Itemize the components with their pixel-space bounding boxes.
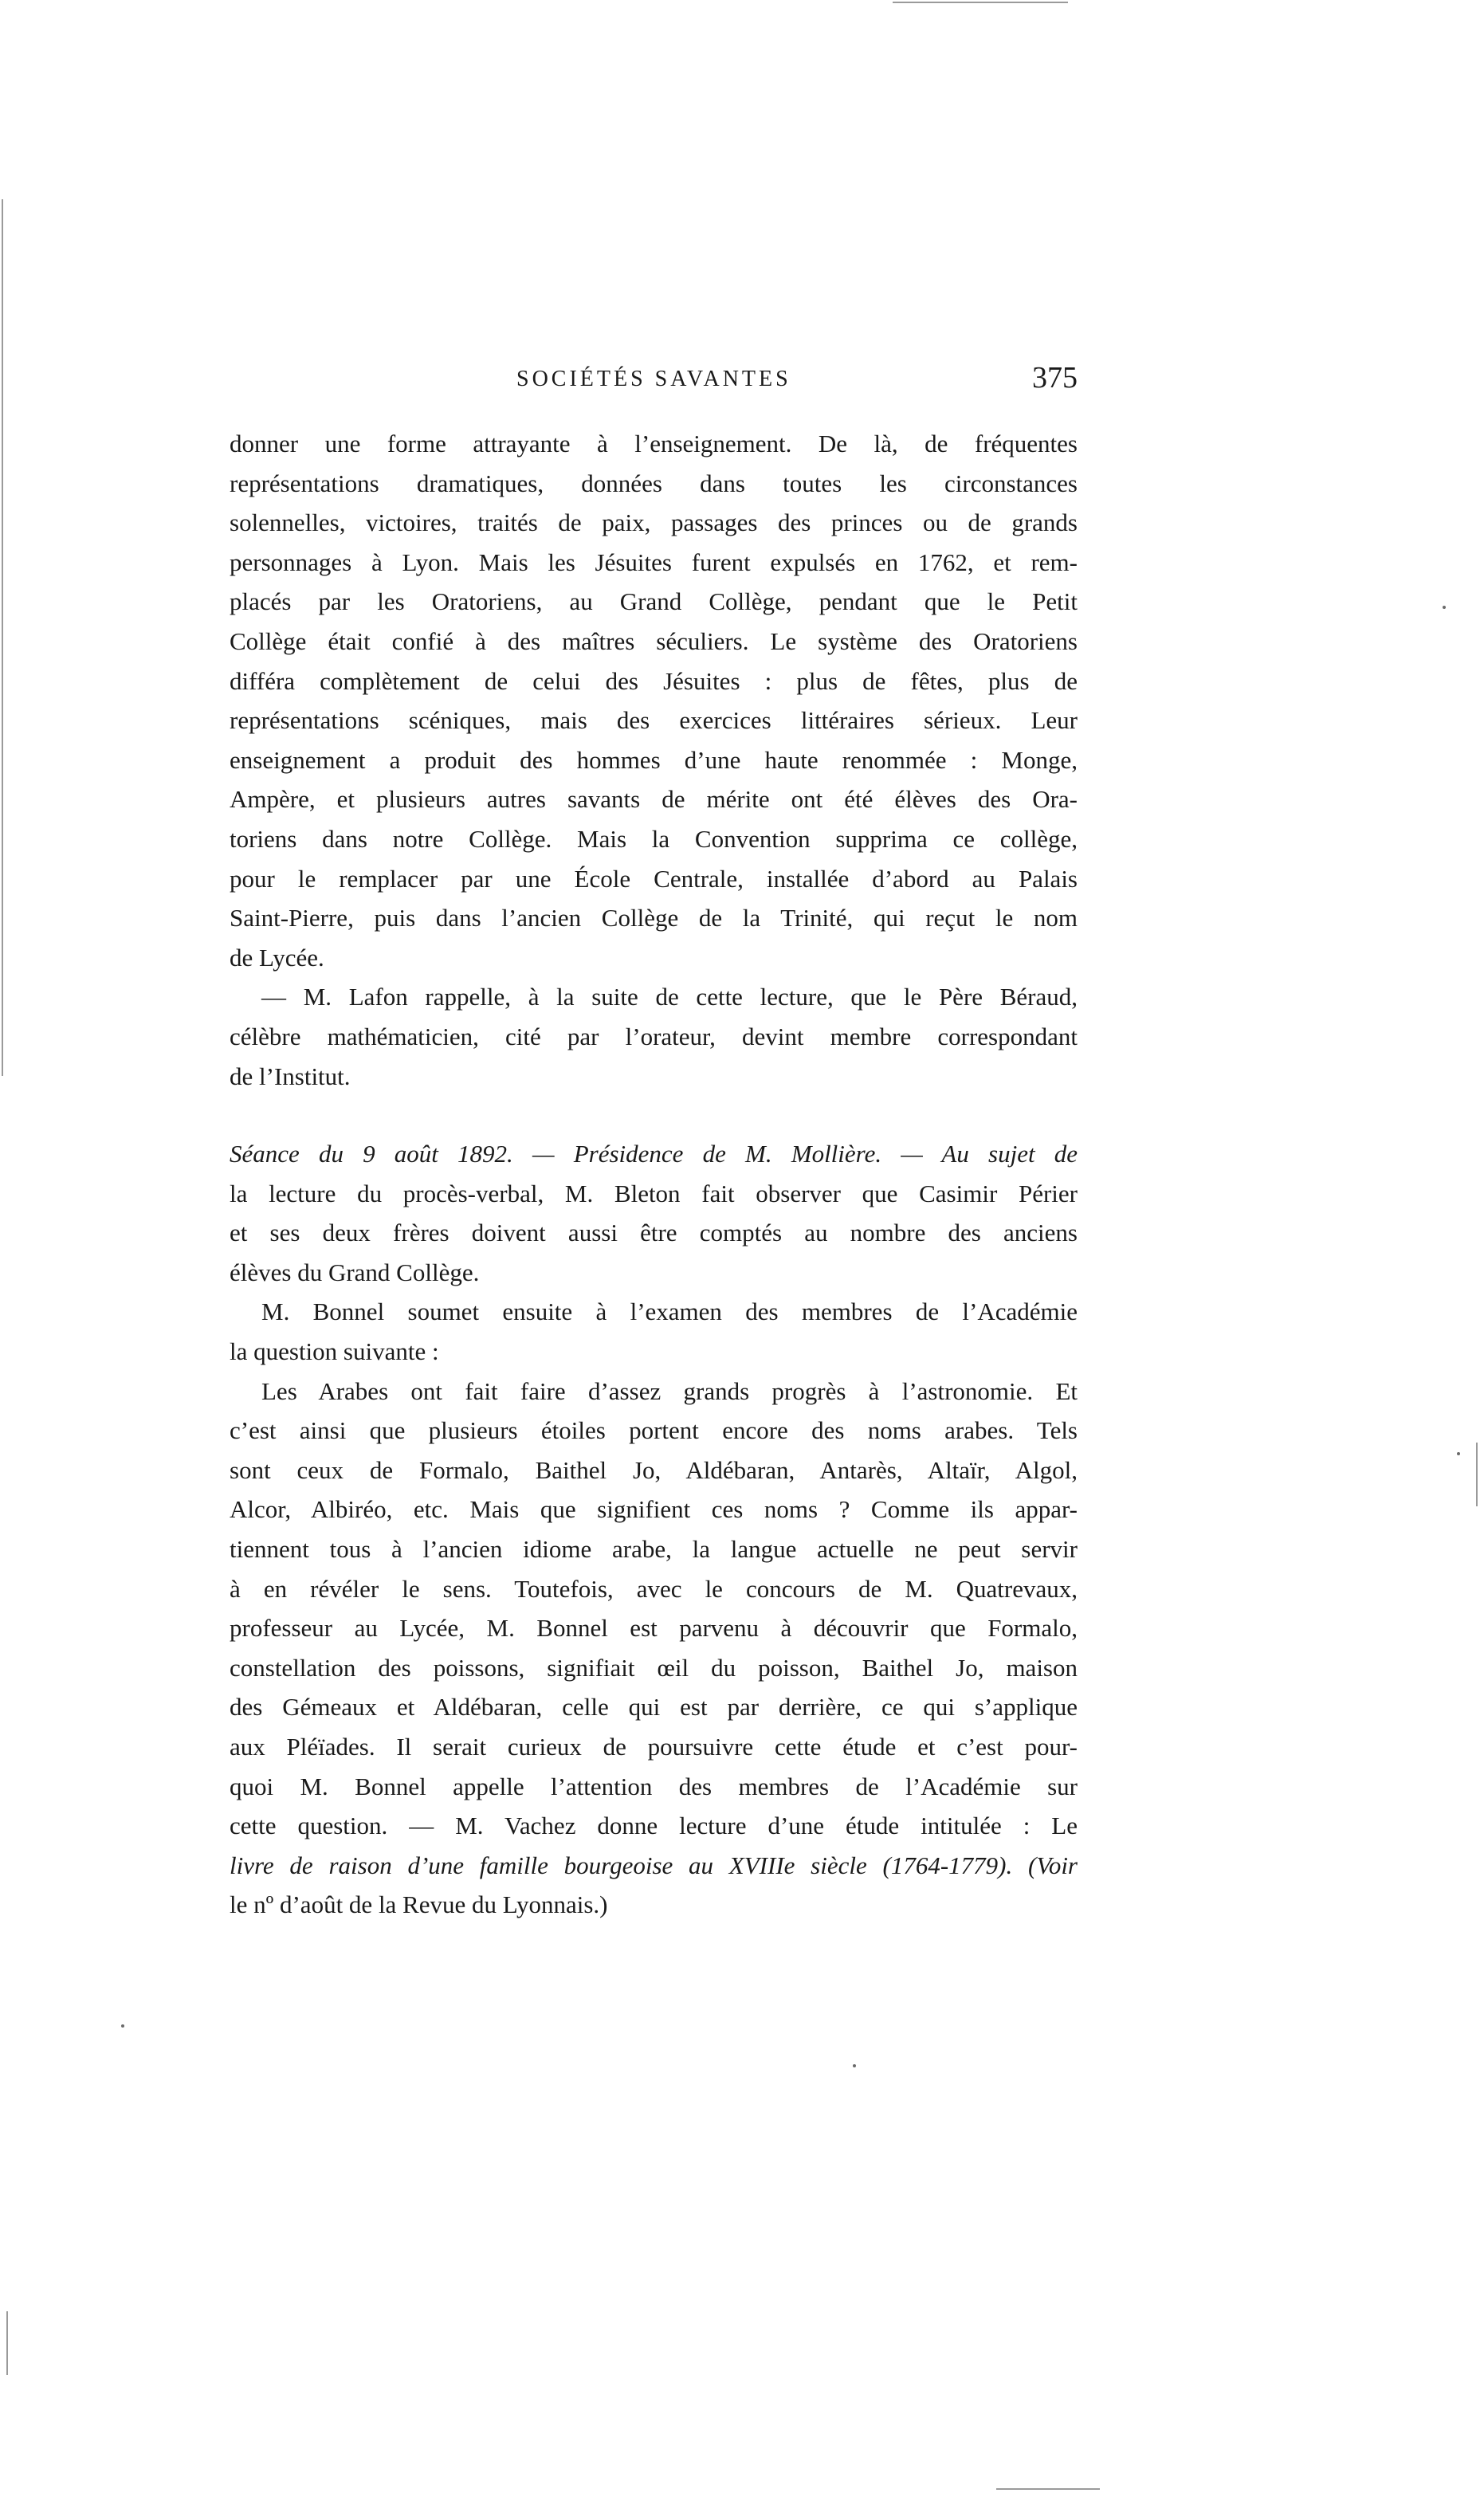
text-line: Ampère, et plusieurs autres savants de mérite ont été élèves des Ora-: [230, 785, 1078, 814]
text-line: Collège était confié à des maîtres séculiers. Le système des Oratoriens: [230, 626, 1078, 655]
text-line: cette question. — M. Vachez donne lecture d’une étude intitulée : Le: [230, 1812, 1078, 1840]
text-line: la question suivante :: [230, 1337, 439, 1366]
scan-speck: [121, 2024, 124, 2028]
text-line: constellation des poissons, signifiait œil du poisson, Baithel Jo, maison: [230, 1653, 1078, 1682]
right-scan-edge: [1476, 1443, 1478, 1506]
paragraph-arabes: [230, 1372, 1078, 1925]
text-line: Séance du 9 août 1892. — Présidence de M. Mollière. — Au sujet de: [230, 1140, 1078, 1168]
text-line: enseignement a produit des hommes d’une haute renommée : Monge,: [230, 745, 1078, 774]
text-line: différa complètement de celui des Jésuites : plus de fêtes, plus de: [230, 666, 1078, 695]
section-gap: [230, 1096, 1078, 1134]
text-line: personnages à Lyon. Mais les Jésuites furent expulsés en 1762, et rem-: [230, 548, 1078, 576]
text-line: à en révéler le sens. Toutefois, avec le concours de M. Quatrevaux,: [230, 1574, 1078, 1603]
body-text: [230, 424, 1078, 1925]
text-line: le nº d’août de la Revue du Lyonnais.): [230, 1890, 608, 1919]
text-line: de Lycée.: [230, 943, 324, 972]
paragraph-bonnel: [230, 1292, 1078, 1371]
text-line: la lecture du procès-verbal, M. Bleton fait observer que Casimir Périer: [230, 1179, 1078, 1207]
text-line: célèbre mathématicien, cité par l’orateur, devint membre correspondant: [230, 1022, 1078, 1050]
text-line: des Gémeaux et Aldébaran, celle qui est par derrière, ce qui s’applique: [230, 1693, 1078, 1722]
text-line: toriens dans notre Collège. Mais la Convention supprima ce collège,: [230, 824, 1078, 853]
text-line: M. Bonnel soumet ensuite à l’examen des membres de l’Académie: [261, 1298, 1078, 1326]
text-line: sont ceux de Formalo, Baithel Jo, Aldébaran, Antarès, Altaïr, Algol,: [230, 1455, 1078, 1484]
text-line: livre de raison d’une famille bourgeoise au XVIIIe siècle (1764-1779). (Voir: [230, 1851, 1078, 1879]
bottom-scan-edge: [996, 2488, 1100, 2490]
paragraph-lafon: [230, 977, 1078, 1096]
paragraph-college-history: [230, 424, 1078, 977]
page-number: 375: [1032, 361, 1078, 395]
text-line: et ses deux frères doivent aussi être comptés au nombre des anciens: [230, 1219, 1078, 1247]
text-line: tiennent tous à l’ancien idiome arabe, la langue actuelle ne peut servir: [230, 1535, 1078, 1564]
text-line: c’est ainsi que plusieurs étoiles portent encore des noms arabes. Tels: [230, 1416, 1078, 1445]
text-line: représentations scéniques, mais des exercices littéraires sérieux. Leur: [230, 706, 1078, 735]
text-line: représentations dramatiques, données dans toutes les circonstances: [230, 469, 1078, 497]
scan-speck: [1457, 1452, 1460, 1455]
left-scan-edge: [2, 199, 3, 1076]
text-line: — M. Lafon rappelle, à la suite de cette lecture, que le Père Béraud,: [261, 983, 1078, 1011]
scan-speck: [853, 2064, 856, 2067]
running-title: SOCIÉTÉS SAVANTES: [516, 367, 791, 391]
text-line: aux Pléïades. Il serait curieux de poursuivre cette étude et c’est pour-: [230, 1733, 1078, 1761]
text-line: pour le remplacer par une École Centrale, installée d’abord au Palais: [230, 864, 1078, 893]
top-scan-edge: [893, 2, 1068, 3]
text-line: Les Arabes ont fait faire d’assez grands progrès à l’astronomie. Et: [261, 1376, 1078, 1405]
running-head: [230, 360, 1078, 400]
text-line: quoi M. Bonnel appelle l’attention des membres de l’Académie sur: [230, 1772, 1078, 1800]
text-line: Alcor, Albiréo, etc. Mais que signifient ces noms ? Comme ils appar-: [230, 1495, 1078, 1524]
text-line: professeur au Lycée, M. Bonnel est parvenu à découvrir que Formalo,: [230, 1614, 1078, 1643]
left-bottom-scan-edge: [6, 2311, 8, 2375]
text-line: Saint-Pierre, puis dans l’ancien Collège de la Trinité, qui reçut le nom: [230, 904, 1078, 932]
text-line: de l’Institut.: [230, 1062, 351, 1090]
text-line: élèves du Grand Collège.: [230, 1258, 480, 1286]
paragraph-seance: [230, 1134, 1078, 1292]
text-line: placés par les Oratoriens, au Grand Collège, pendant que le Petit: [230, 587, 1078, 616]
text-line: solennelles, victoires, traités de paix, passages des princes ou de grands: [230, 508, 1078, 537]
scan-speck: [1443, 606, 1446, 609]
text-line: donner une forme attrayante à l’enseignement. De là, de fréquentes: [230, 430, 1078, 457]
